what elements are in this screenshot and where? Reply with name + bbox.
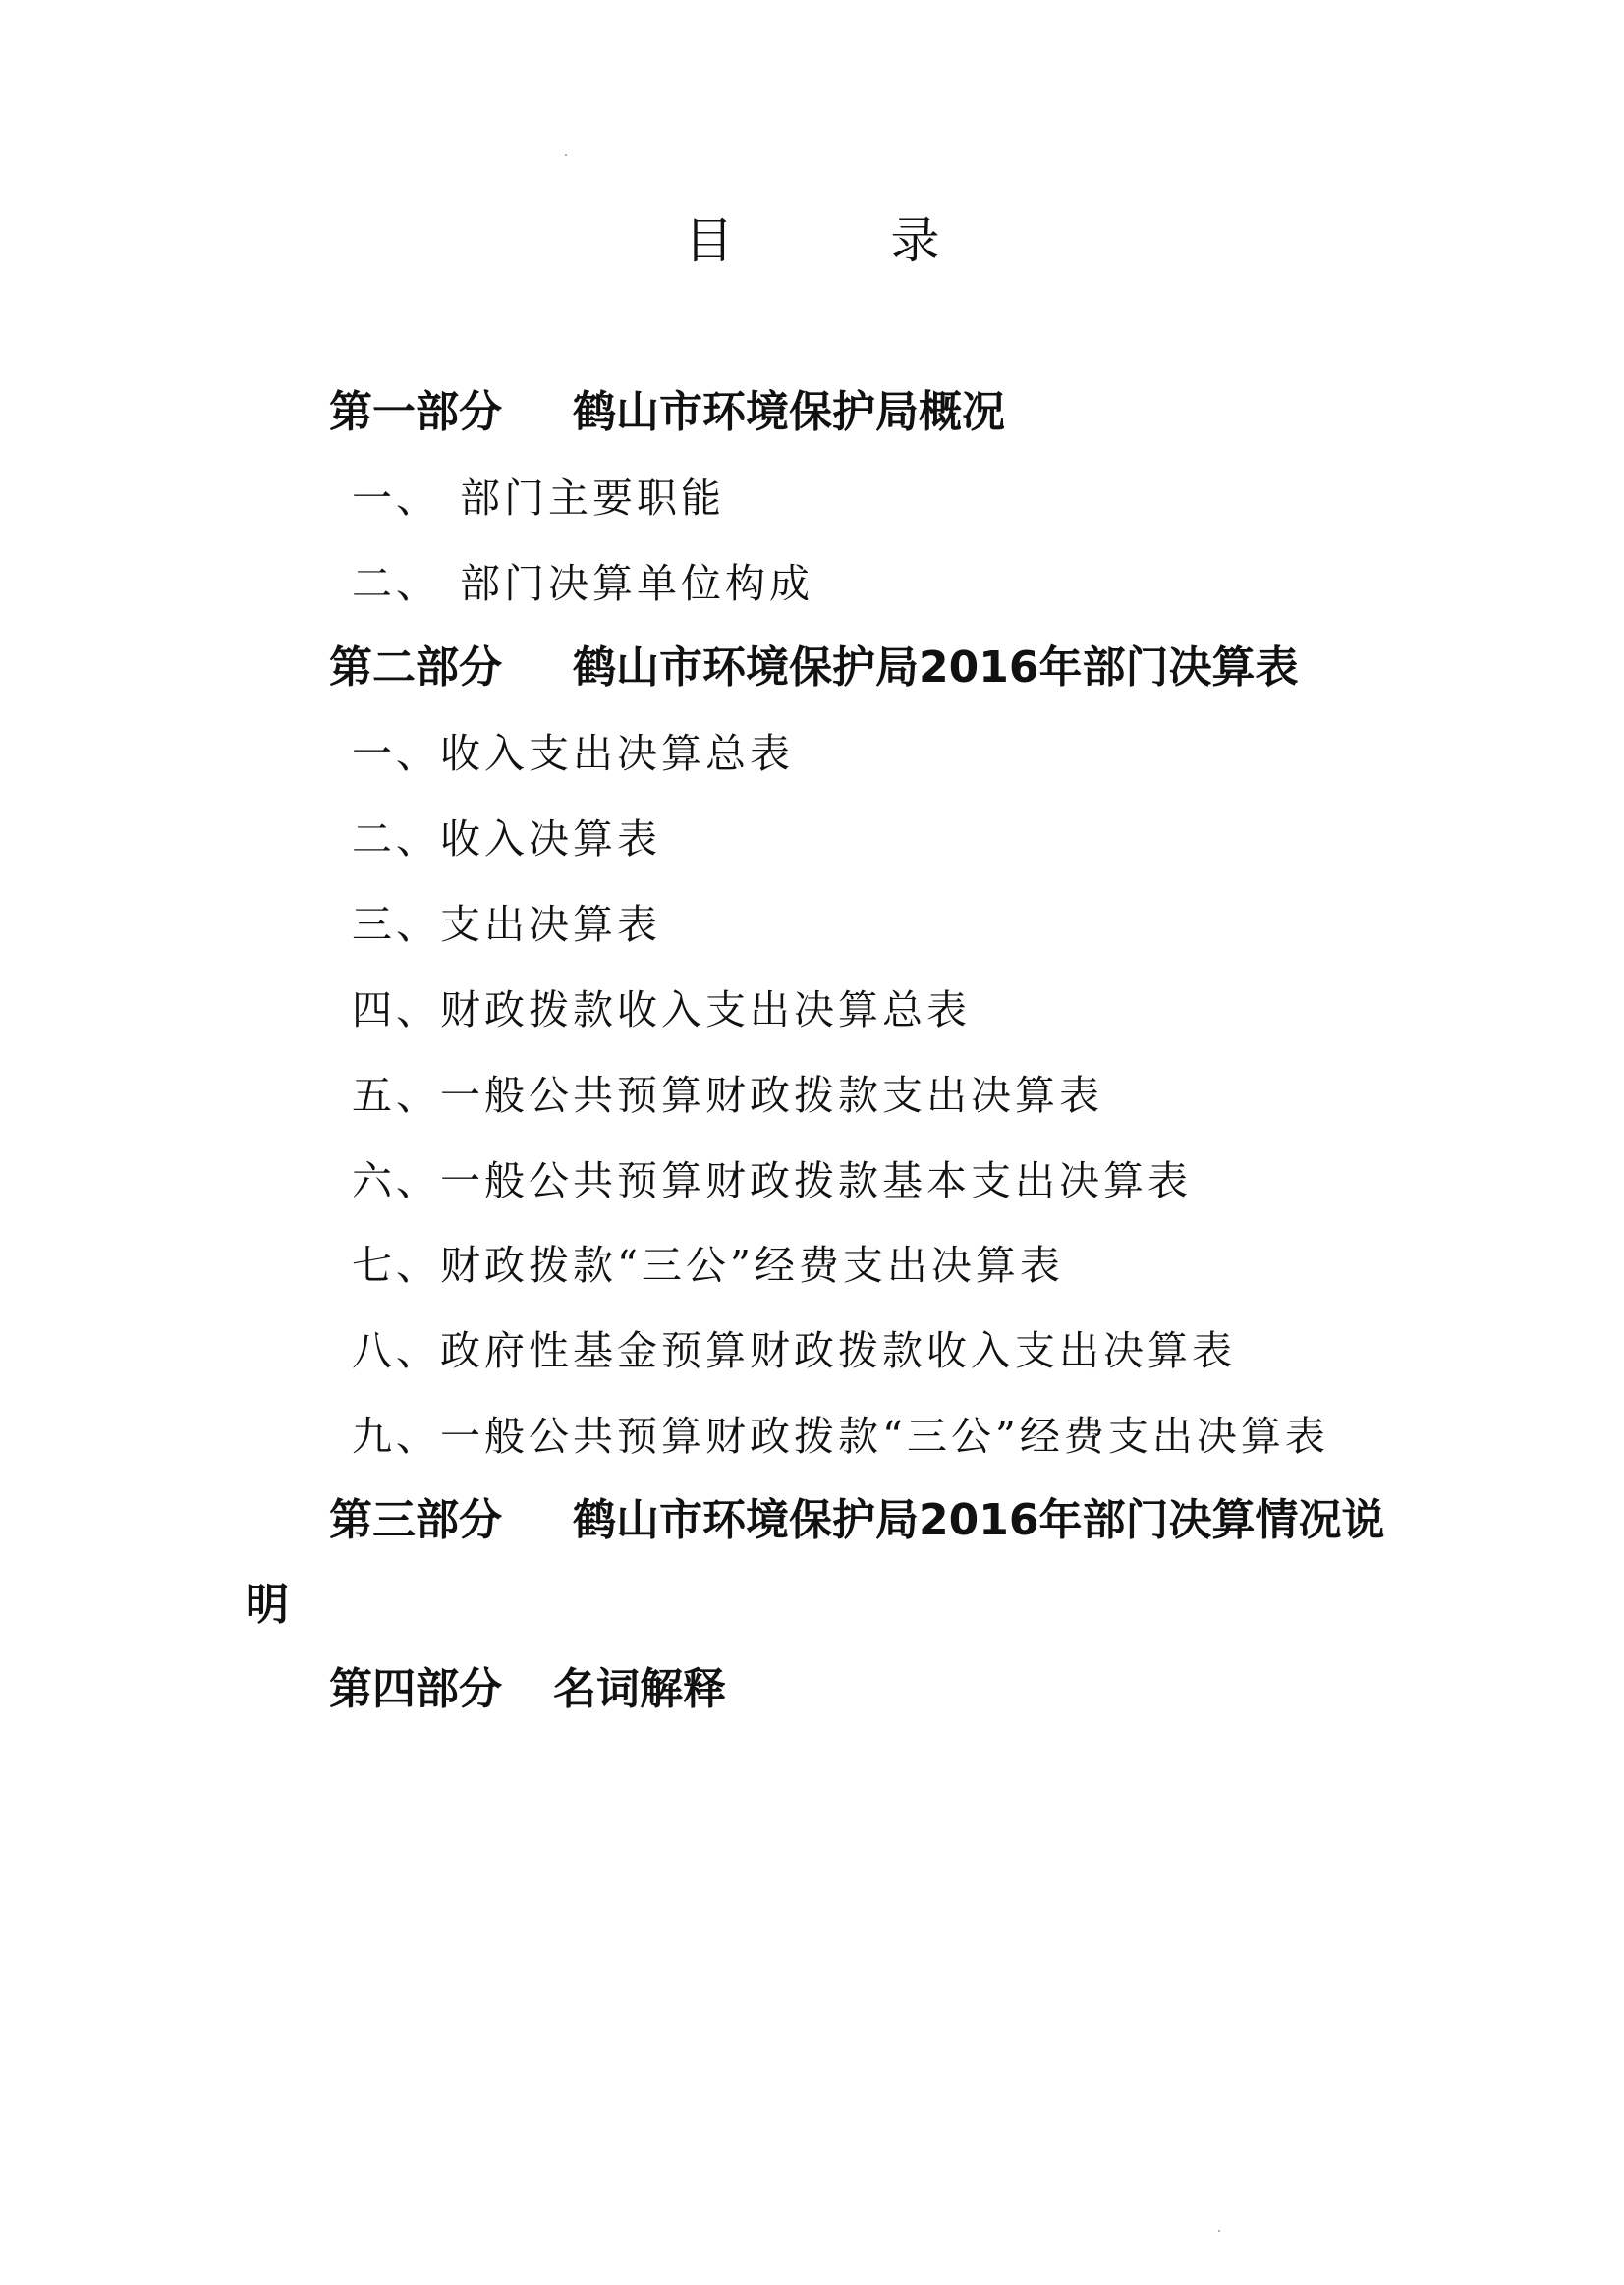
item-text: 部门决算单位构成 [460, 560, 813, 607]
toc-item: 七、财政拨款“三公”经费支出决算表 [352, 1242, 1064, 1289]
scan-speck [565, 154, 567, 156]
part-label: 第三部分 [329, 1495, 502, 1545]
toc-item: 五、一般公共预算财政拨款支出决算表 [352, 1072, 1103, 1119]
part-title: 名词解释 [553, 1664, 726, 1714]
part-title: 鹤山市环境保护局2016年部门决算情况说 [573, 1495, 1385, 1545]
toc-item: 八、政府性基金预算财政拨款收入支出决算表 [352, 1327, 1236, 1374]
toc-item: 九、一般公共预算财政拨款“三公”经费支出决算表 [352, 1413, 1329, 1460]
toc-part-2 [329, 642, 1299, 693]
toc-part-3 [329, 1495, 1385, 1545]
toc-part-1 [329, 387, 1005, 437]
item-number: 二、 [352, 560, 440, 607]
toc-item: 二、收入决算表 [352, 815, 661, 863]
page-title [0, 201, 1624, 272]
toc-item: 一、收入支出决算总表 [352, 730, 794, 777]
toc-item [352, 474, 725, 522]
title-char-right: 录 [890, 212, 940, 269]
toc-item: 四、财政拨款收入支出决算总表 [352, 986, 971, 1033]
toc-item: 六、一般公共预算财政拨款基本支出决算表 [352, 1157, 1192, 1204]
item-number: 一、 [352, 474, 440, 522]
toc-part-4 [329, 1664, 726, 1714]
part-title: 鹤山市环境保护局概况 [573, 387, 1005, 437]
part-title: 鹤山市环境保护局2016年部门决算表 [573, 642, 1299, 693]
toc-item: 三、支出决算表 [352, 901, 661, 948]
part-label: 第一部分 [329, 387, 502, 437]
toc-part-3-wrap: 明 [246, 1580, 289, 1630]
toc-item [352, 560, 813, 607]
part-label: 第二部分 [329, 642, 502, 693]
scan-speck [1218, 2230, 1220, 2232]
part-label: 第四部分 [329, 1664, 502, 1714]
item-text: 部门主要职能 [460, 474, 725, 522]
title-char-left: 目 [684, 212, 734, 269]
